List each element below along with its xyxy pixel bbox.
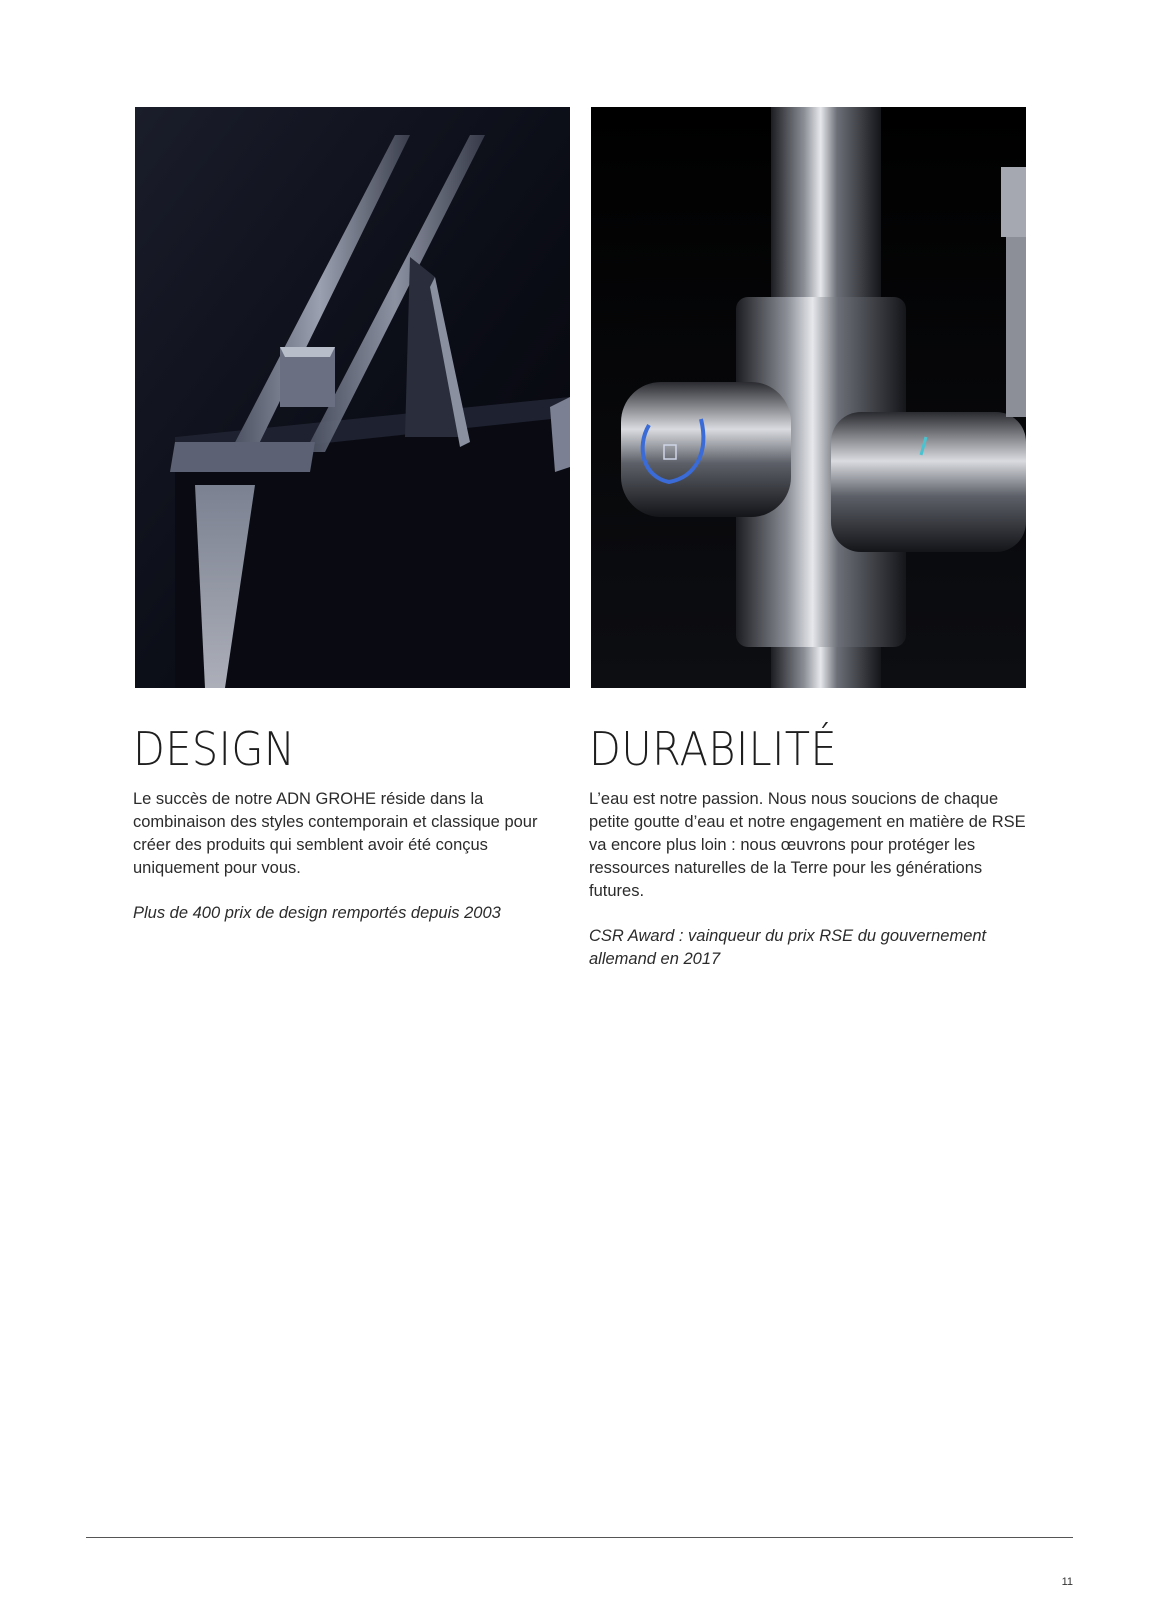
design-heading: DESIGN [133,722,296,776]
durabilite-caption: CSR Award : vainqueur du prix RSE du gouvernement allemand en 2017 [589,927,987,968]
design-photo [135,107,570,688]
design-body: Le succès de notre ADN GROHE réside dans la combinaison des styles contemporain et classique pour créer des produits qui semblent avoir été conçus uniquement pour vous. [133,790,538,877]
footer-divider [86,1537,1073,1538]
design-section [133,722,573,925]
durabilite-photo [591,107,1026,688]
durabilite-section [589,722,1029,971]
faucet-illustration [135,107,570,688]
faucet-illustration [591,107,1026,688]
durabilite-heading: DURABILITÉ [589,722,838,776]
design-caption: Plus de 400 prix de design remportés depuis 2003 [133,904,501,922]
page-number: 11 [1061,1576,1073,1588]
durabilite-body: L’eau est notre passion. Nous nous soucions de chaque petite goutte d’eau et notre engagement en matière de RSE va encore plus loin : nous œuvrons pour protéger les ressources naturelles de la Terre pour les générations futures. [589,790,1026,900]
